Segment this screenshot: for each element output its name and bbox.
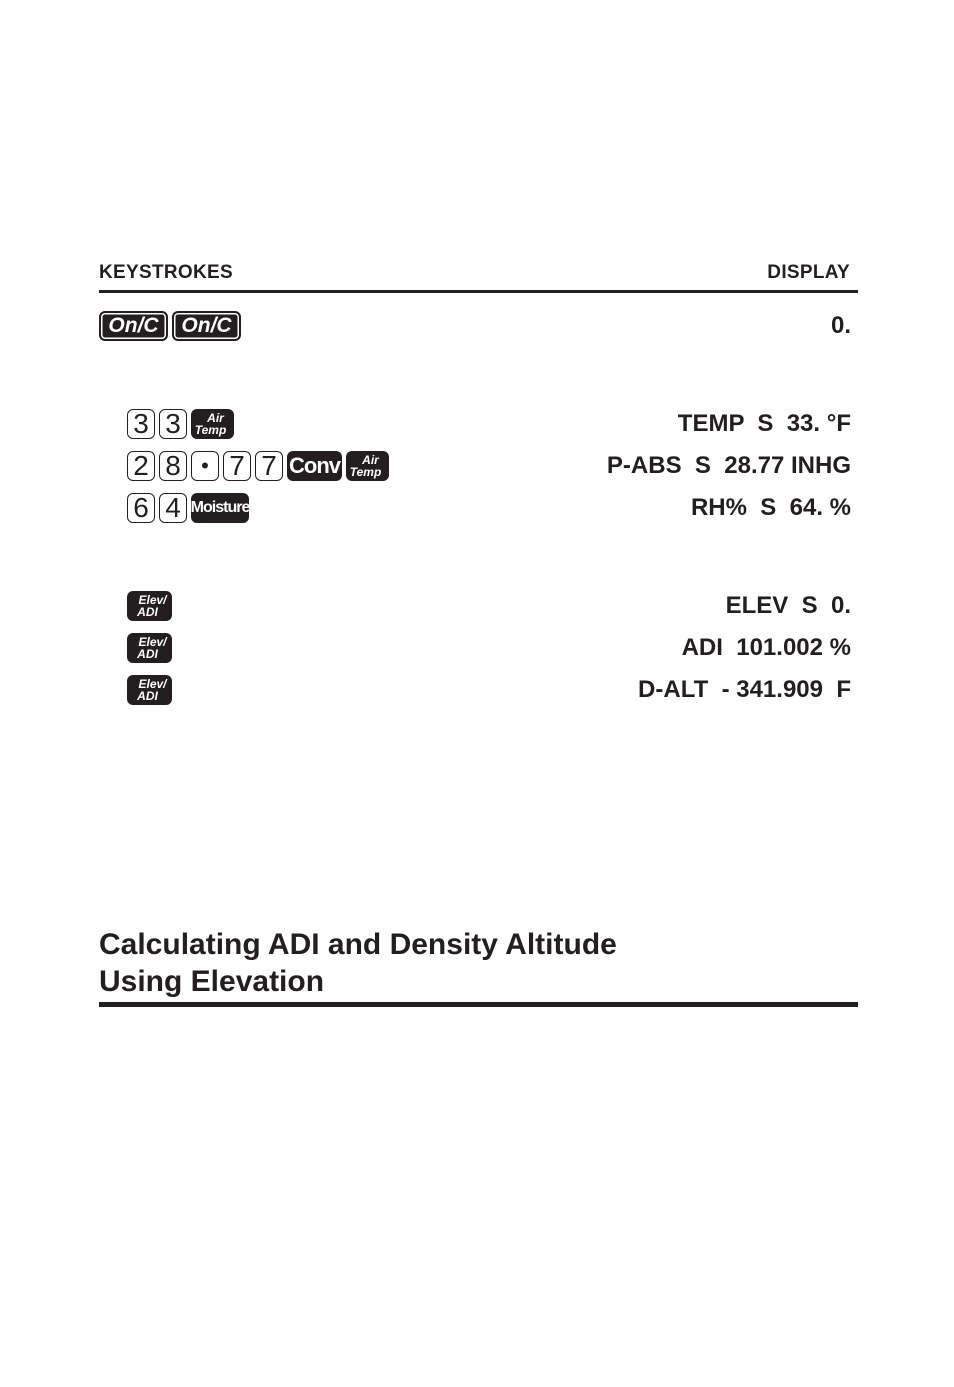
- keystroke-sequence: [127, 493, 249, 523]
- air-temp-key: [191, 409, 234, 439]
- keystroke-row-temp: [99, 407, 851, 441]
- keystroke-sequence: [127, 451, 389, 481]
- section-title-line-2: Using Elevation: [99, 965, 325, 998]
- digit-7-key: 7: [255, 451, 283, 481]
- keystroke-row-clear: [99, 309, 851, 343]
- digit-8-key: 8: [159, 451, 187, 481]
- air-temp-key-bottom-label: Temp: [194, 423, 227, 437]
- air-temp-key-top-label: Air: [362, 453, 379, 467]
- elev-adi-key-top-label: Elev/: [138, 677, 167, 691]
- keystroke-row-humidity: [99, 491, 851, 525]
- elev-adi-key-bottom-label: ADI: [137, 689, 158, 703]
- elev-adi-key: [127, 675, 172, 705]
- air-temp-key-bottom-label: Temp: [349, 465, 382, 479]
- keystroke-row-dalt: [99, 673, 851, 707]
- elev-adi-key: [127, 591, 172, 621]
- display-value: P-ABS S 28.77 INHG: [606, 452, 851, 479]
- digit-3-key: 3: [127, 409, 155, 439]
- digit-7-key: 7: [223, 451, 251, 481]
- on-c-key: On/C: [99, 311, 168, 341]
- display-value: D-ALT - 341.909 F: [638, 676, 851, 703]
- elev-adi-key-top-label: Elev/: [138, 593, 167, 607]
- air-temp-key: [346, 451, 389, 481]
- keystroke-sequence: [127, 675, 172, 705]
- elev-adi-key-bottom-label: ADI: [137, 647, 158, 661]
- display-value: 0.: [830, 312, 851, 339]
- conv-key: Conv: [287, 451, 342, 481]
- elev-adi-key: [127, 633, 172, 663]
- keystrokes-header: KEYSTROKES: [99, 262, 233, 283]
- header-rule: [99, 290, 858, 293]
- display-value: TEMP S 33. °F: [677, 410, 851, 437]
- on-c-key: On/C: [172, 311, 241, 341]
- keystroke-row-adi: [99, 631, 851, 665]
- section-title: [99, 926, 617, 1000]
- keystroke-row-pressure: [99, 449, 851, 483]
- digit-2-key: 2: [127, 451, 155, 481]
- keystroke-sequence: [127, 633, 172, 663]
- keystroke-sequence: [127, 409, 234, 439]
- elev-adi-key-bottom-label: ADI: [137, 605, 158, 619]
- digit-6-key: 6: [127, 493, 155, 523]
- section-title-line-1: Calculating ADI and Density Altitude: [99, 928, 617, 961]
- elev-adi-key-top-label: Elev/: [138, 635, 167, 649]
- keystroke-row-elev: [99, 589, 851, 623]
- display-value: RH% S 64. %: [690, 494, 851, 521]
- section-title-rule: [99, 1002, 858, 1007]
- digit-4-key: 4: [159, 493, 187, 523]
- moisture-key: Moisture: [191, 493, 249, 523]
- display-value: ELEV S 0.: [725, 592, 851, 619]
- digit-3-key: 3: [159, 409, 187, 439]
- decimal-point-key: •: [191, 451, 219, 481]
- air-temp-key-top-label: Air: [207, 411, 224, 425]
- keystroke-sequence: [127, 591, 172, 621]
- keystroke-sequence: [99, 311, 241, 341]
- display-value: ADI 101.002 %: [681, 634, 851, 661]
- display-header: DISPLAY: [767, 262, 850, 283]
